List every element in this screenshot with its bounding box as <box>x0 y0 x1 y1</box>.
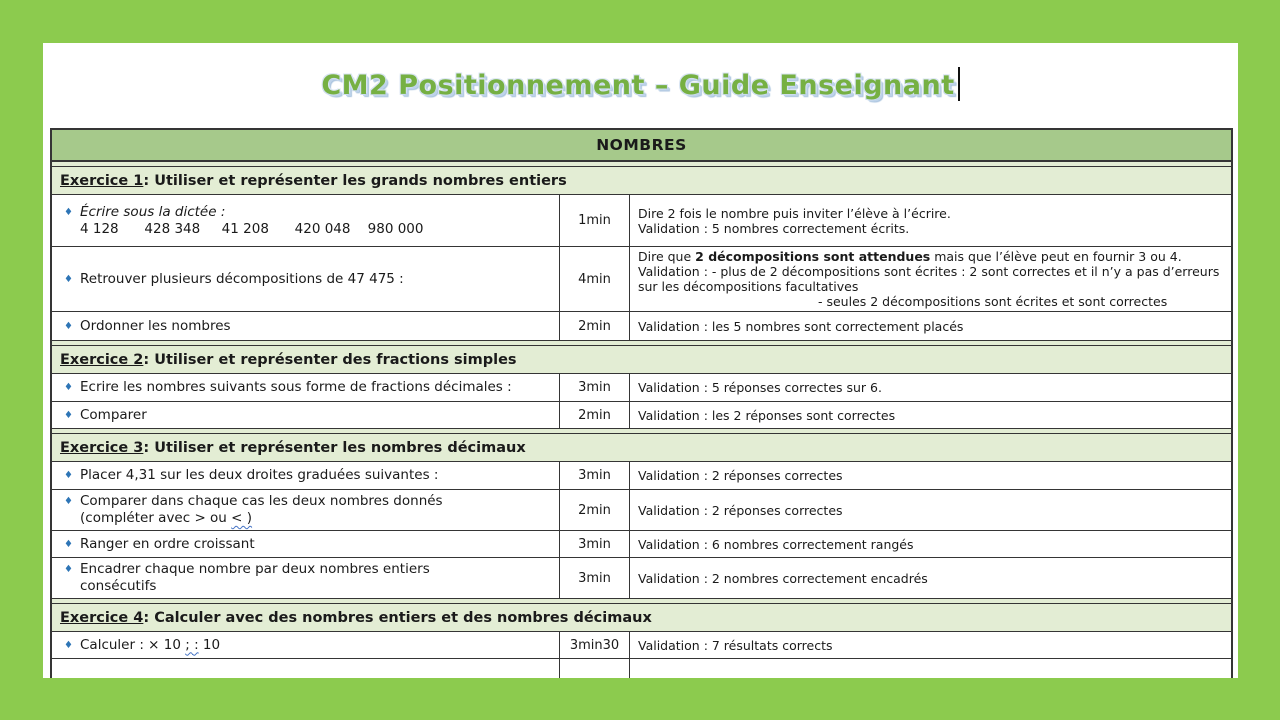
task-cell[interactable] <box>52 195 560 246</box>
validation-cell[interactable] <box>630 558 1231 598</box>
exercise-title: : Utiliser et représenter les nombres décimaux <box>143 439 526 456</box>
time-cell <box>560 659 630 678</box>
task-text: Écrire sous la dictée : <box>80 203 226 220</box>
spellcheck-squiggle: < ) <box>231 510 253 526</box>
task-text: Comparer dans chaque cas les deux nombres donnés <box>80 493 443 509</box>
task-text: Retrouver plusieurs décompositions de 47 475 : <box>80 270 404 287</box>
table-row-comparer-fractions <box>52 401 1231 428</box>
validation-line: Validation : 6 nombres correctement rangés <box>638 536 914 552</box>
task-cell <box>52 659 560 678</box>
validation-cell[interactable] <box>630 531 1231 557</box>
validation-line: Validation : les 2 réponses sont correctes <box>638 407 896 423</box>
exercise-label: Exercice 4 <box>60 609 144 626</box>
task-text: Calculer : × 10 ; : 10 <box>80 636 221 653</box>
diamond-bullet-icon: ♦ <box>64 409 73 421</box>
task-text: Ecrire les nombres suivants sous forme de fractions décimales : <box>80 379 512 395</box>
exercise-label: Exercice 3 <box>60 439 144 456</box>
validation-cell[interactable] <box>630 312 1231 340</box>
diamond-bullet-icon: ♦ <box>64 320 73 332</box>
table-row-calculer <box>52 631 1231 658</box>
task-text: Placer 4,31 sur les deux droites graduées suivantes : <box>80 467 439 483</box>
exercise-title: : Calculer avec des nombres entiers et des nombres décimaux <box>143 609 652 626</box>
validation-cell[interactable] <box>630 195 1231 246</box>
text-cursor-caret <box>958 67 960 101</box>
title-area <box>43 43 1238 128</box>
task-text: Comparer <box>80 406 147 423</box>
time-cell[interactable]: 1min <box>560 195 630 246</box>
document-page <box>43 43 1238 678</box>
diamond-bullet-icon: ♦ <box>64 639 73 651</box>
validation-line: Dire 2 fois le nombre puis inviter l’élève à l’écrire. <box>638 205 951 221</box>
table-row-encadrer <box>52 557 1231 598</box>
validation-cell <box>630 659 1231 678</box>
exercise-title: : Utiliser et représenter les grands nombres entiers <box>143 172 567 189</box>
validation-line: Validation : 5 réponses correctes sur 6. <box>638 380 882 395</box>
table-row-ordonner <box>52 311 1231 340</box>
diamond-bullet-icon: ♦ <box>64 538 73 550</box>
task-cell[interactable] <box>52 462 560 489</box>
section-heading-exercice-1[interactable] <box>52 166 1231 194</box>
table-row-fractions-decimales <box>52 373 1231 401</box>
task-cell[interactable] <box>52 247 560 311</box>
task-numbers: 4 128 428 348 41 208 420 048 980 000 <box>80 220 424 237</box>
task-cell[interactable] <box>52 558 560 598</box>
section-heading-exercice-4[interactable] <box>52 603 1231 631</box>
spellcheck-squiggle: ; : <box>185 636 199 653</box>
table-row-partial <box>52 658 1231 678</box>
table-row-placer <box>52 461 1231 489</box>
validation-line: Validation : 2 réponses correctes <box>638 468 843 483</box>
time-cell[interactable]: 2min <box>560 490 630 530</box>
task-cell[interactable] <box>52 632 560 658</box>
table-header-nombres[interactable]: NOMBRES <box>52 130 1231 161</box>
validation-cell[interactable] <box>630 490 1231 530</box>
diamond-bullet-icon: ♦ <box>64 496 73 507</box>
validation-cell[interactable] <box>630 374 1231 401</box>
table-row-decompositions <box>52 246 1231 311</box>
table-row-dictee <box>52 194 1231 246</box>
time-cell[interactable]: 3min <box>560 531 630 557</box>
task-text: Encadrer chaque nombre par deux nombres entiers <box>80 561 430 577</box>
diamond-bullet-icon: ♦ <box>64 564 73 575</box>
validation-line: Dire que 2 décompositions sont attendues mais que l’élève peut en fournir 3 ou 4. <box>638 249 1182 264</box>
time-cell[interactable]: 2min <box>560 402 630 428</box>
task-text: (compléter avec > ou < ) <box>80 510 253 526</box>
validation-line: Validation : les 5 nombres sont correctement placés <box>638 318 964 334</box>
validation-cell[interactable] <box>630 462 1231 489</box>
validation-line: Validation : 2 réponses correctes <box>638 502 843 518</box>
table-row-comparer-decimaux <box>52 489 1231 530</box>
validation-line: Validation : 5 nombres correctement écrits. <box>638 220 910 236</box>
validation-line: Validation : 7 résultats corrects <box>638 637 833 653</box>
time-cell[interactable]: 4min <box>560 247 630 311</box>
time-cell[interactable]: 3min <box>560 462 630 489</box>
task-cell[interactable] <box>52 312 560 340</box>
time-cell[interactable]: 3min <box>560 374 630 401</box>
validation-line: - seules 2 décompositions sont écrites et sont correctes <box>818 294 1168 309</box>
validation-cell[interactable] <box>630 247 1231 311</box>
exercise-label: Exercice 2 <box>60 351 144 368</box>
task-cell[interactable] <box>52 402 560 428</box>
exercises-table <box>50 128 1233 678</box>
section-heading-exercice-3[interactable] <box>52 433 1231 461</box>
diamond-bullet-icon: ♦ <box>64 206 73 218</box>
task-text: Ranger en ordre croissant <box>80 535 255 552</box>
exercise-title: : Utiliser et représenter des fractions simples <box>143 351 517 368</box>
task-cell[interactable] <box>52 531 560 557</box>
diamond-bullet-icon: ♦ <box>64 273 73 285</box>
validation-line: Validation : - plus de 2 décompositions sont écrites : 2 sont correctes et il n’y a pas d’erreurs sur les décompositions facultatives <box>638 264 1220 294</box>
diamond-bullet-icon: ♦ <box>64 382 73 393</box>
task-text: consécutifs <box>80 578 157 594</box>
task-cell[interactable] <box>52 490 560 530</box>
task-text: Ordonner les nombres <box>80 317 231 334</box>
time-cell[interactable]: 2min <box>560 312 630 340</box>
section-heading-exercice-2[interactable] <box>52 345 1231 373</box>
time-cell[interactable]: 3min <box>560 558 630 598</box>
validation-cell[interactable] <box>630 632 1231 658</box>
exercise-label: Exercice 1 <box>60 172 144 189</box>
validation-line: Validation : 2 nombres correctement encadrés <box>638 570 928 586</box>
task-cell[interactable] <box>52 374 560 401</box>
page-title[interactable]: CM2 Positionnement – Guide Enseignant <box>321 70 955 101</box>
table-row-ranger <box>52 530 1231 557</box>
validation-cell[interactable] <box>630 402 1231 428</box>
diamond-bullet-icon: ♦ <box>64 470 73 481</box>
time-cell[interactable]: 3min30 <box>560 632 630 658</box>
